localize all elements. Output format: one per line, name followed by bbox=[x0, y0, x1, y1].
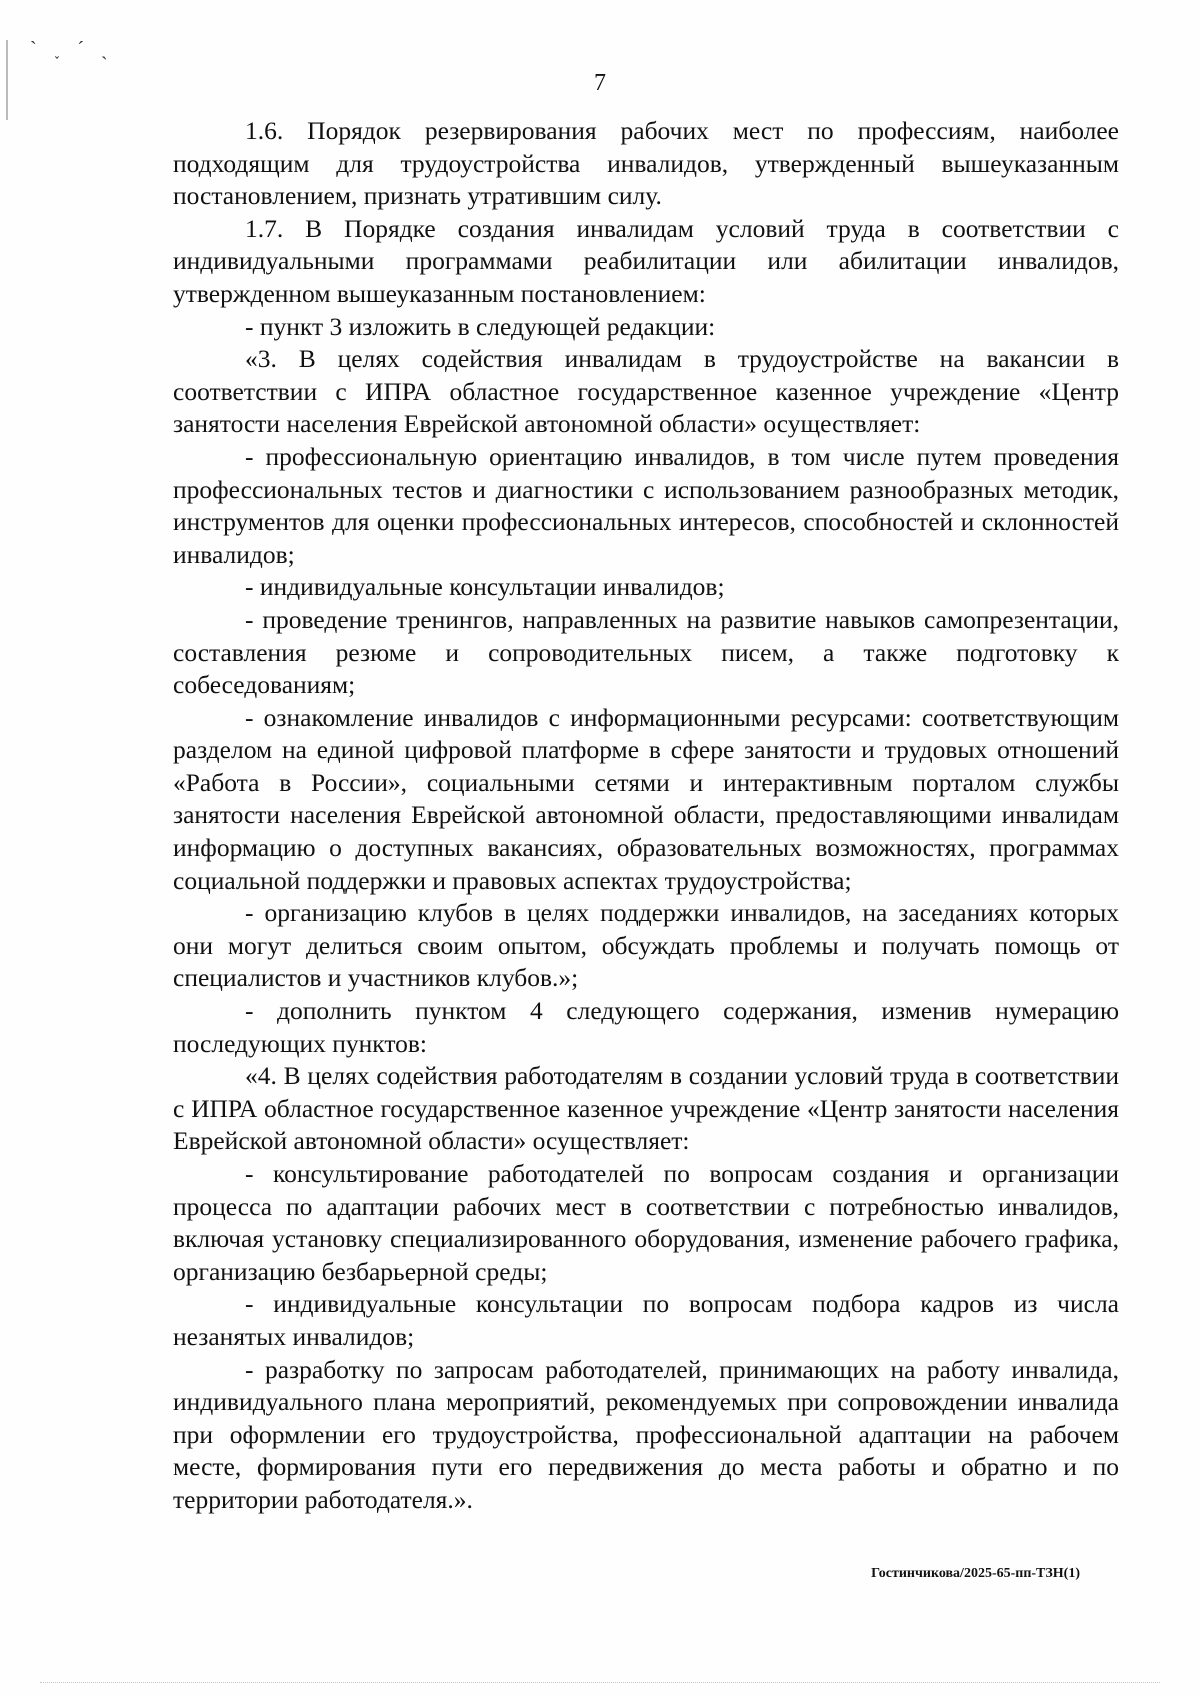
scan-marks: ˋ ˯ ˊ ˏ bbox=[30, 38, 114, 60]
document-footer-code: Гостинчикова/2025-65-пп-ТЗН(1) bbox=[871, 1566, 1080, 1581]
paragraph: - пункт 3 изложить в следующей редакции: bbox=[245, 311, 716, 341]
paragraph: - ознакомление инвалидов с информационными ресурсами: соответствующим разделом на единой цифровой платформе в сфере занятости и трудовых отношений «Работа в России», социальными сетями и интерактивным порталом службы занятости населения Еврейской автономной области, предоставляющими инвалидам информацию о доступных вакансиях, образовательных возможностях, программах социальной поддержки и правовых аспектах трудоустройства; bbox=[173, 702, 1119, 895]
paragraph: - консультирование работодателей по вопросам создания и организации процесса по адаптации рабочих мест в соответствии с потребностью инвалидов, включая установку специализированного оборудования, изменение рабочего графика, организацию безбарьерной среды; bbox=[173, 1159, 1119, 1286]
paragraph: «4. В целях содействия работодателям в создании условий труда в соответствии с ИПРА областное государственное казенное учреждение «Центр занятости населения Еврейской автономной области» осуществляет: bbox=[173, 1061, 1119, 1156]
paragraph: - организацию клубов в целях поддержки инвалидов, на заседаниях которых они могут делиться своим опытом, обсуждать проблемы и получать помощь от специалистов и участников клубов.»; bbox=[173, 898, 1119, 993]
paragraph: - разработку по запросам работодателей, принимающих на работу инвалида, индивидуального плана мероприятий, рекомендуемых при сопровождении инвалида при оформлении его трудоустройства, профессиональной адаптации на рабочем месте, формирования пути его передвижения до места работы и обратно и по территории работодателя.». bbox=[173, 1354, 1119, 1514]
paragraph: - индивидуальные консультации инвалидов; bbox=[245, 572, 725, 602]
paragraph: 1.7. В Порядке создания инвалидам условий труда в соответствии с индивидуальными программами реабилитации или абилитации инвалидов, утвержденном вышеуказанным постановлением: bbox=[173, 213, 1119, 308]
paragraph: «3. В целях содействия инвалидам в трудоустройстве на вакансии в соответствии с ИПРА областное государственное казенное учреждение «Центр занятости населения Еврейской автономной области» осуществляет: bbox=[173, 344, 1119, 439]
paragraph: - проведение тренингов, направленных на развитие навыков самопрезентации, составления резюме и сопроводительных писем, а также подготовку к собеседованиям; bbox=[173, 604, 1119, 700]
scan-bottom-artifact bbox=[40, 1682, 1160, 1684]
paragraph: 1.6. Порядок резервирования рабочих мест по профессиям, наиболее подходящим для трудоустройства инвалидов, утвержденный вышеуказанным постановлением, признать утратившим силу. bbox=[173, 116, 1119, 211]
document-body bbox=[173, 115, 1119, 1517]
page-number: 7 bbox=[594, 70, 606, 96]
paragraph: - индивидуальные консультации по вопросам подбора кадров из числа незанятых инвалидов; bbox=[173, 1289, 1119, 1351]
paragraph: - дополнить пунктом 4 следующего содержания, изменив нумерацию последующих пунктов: bbox=[173, 996, 1119, 1058]
paragraph: - профессиональную ориентацию инвалидов, в том числе путем проведения профессиональных тестов и диагностики с использованием разнообразных методик, инструментов для оценки профессиональных интересов, способностей и склонностей инвалидов; bbox=[173, 441, 1119, 569]
